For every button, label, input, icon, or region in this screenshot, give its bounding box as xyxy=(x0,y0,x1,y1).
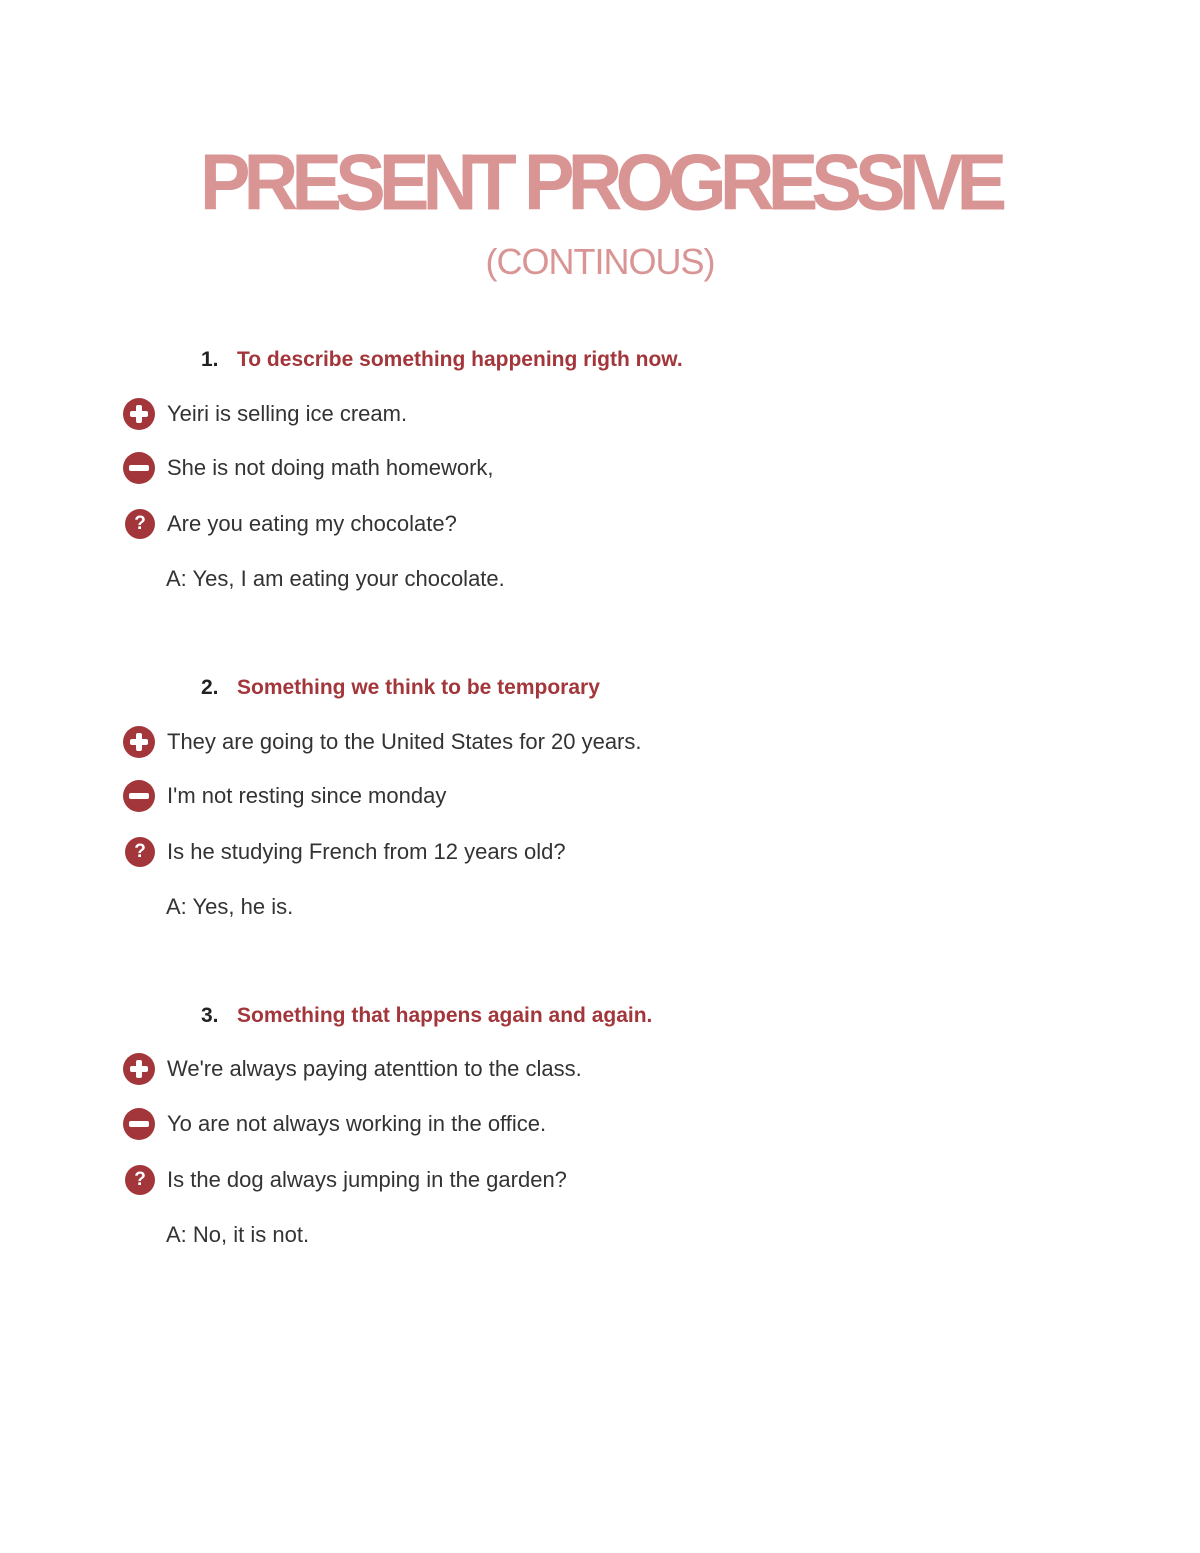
question-circle-icon: ? xyxy=(125,509,155,539)
answer-text-1: A: Yes, I am eating your chocolate. xyxy=(166,566,505,591)
positive-example-3 xyxy=(123,1053,582,1085)
question-circle-icon: ? xyxy=(125,837,155,867)
example-text: We're always paying atenttion to the class. xyxy=(167,1056,582,1081)
plus-circle-icon xyxy=(123,1053,155,1085)
question-example-2 xyxy=(123,836,566,868)
positive-example-1 xyxy=(123,398,407,430)
example-text: Yo are not always working in the office. xyxy=(167,1111,547,1136)
plus-circle-icon xyxy=(123,398,155,430)
plus-circle-icon xyxy=(123,726,155,758)
example-text: They are going to the United States for 20 years. xyxy=(167,729,642,754)
minus-circle-icon xyxy=(123,780,155,812)
section-heading-3 xyxy=(201,1003,652,1029)
question-example-1 xyxy=(123,508,457,540)
section-number: 2. xyxy=(201,676,219,699)
section-heading-text: Something we think to be temporary xyxy=(237,676,600,699)
negative-example-3 xyxy=(123,1108,546,1140)
example-text: Are you eating my chocolate? xyxy=(167,511,457,536)
question-circle-icon: ? xyxy=(125,1165,155,1195)
section-number: 1. xyxy=(201,348,219,371)
example-text: Is the dog always jumping in the garden? xyxy=(167,1167,567,1192)
example-text: I'm not resting since monday xyxy=(167,783,447,808)
section-number: 3. xyxy=(201,1004,219,1027)
minus-circle-icon xyxy=(123,452,155,484)
section-heading-2 xyxy=(201,675,600,701)
minus-circle-icon xyxy=(123,1108,155,1140)
answer-text-2: A: Yes, he is. xyxy=(166,894,294,919)
page-title: PRESENT PROGRESSIVE xyxy=(199,137,1001,228)
answer-text-3: A: No, it is not. xyxy=(166,1222,310,1247)
example-text: She is not doing math homework, xyxy=(167,455,494,480)
section-heading-text: To describe something happening rigth now. xyxy=(237,348,683,371)
section-heading-text: Something that happens again and again. xyxy=(237,1004,653,1027)
example-text: Yeiri is selling ice cream. xyxy=(167,401,408,426)
negative-example-1 xyxy=(123,452,494,484)
negative-example-2 xyxy=(123,780,446,812)
example-text: Is he studying French from 12 years old? xyxy=(167,839,566,864)
section-heading-1 xyxy=(201,347,683,373)
page-subtitle: (CONTINOUS) xyxy=(485,241,715,282)
question-example-3 xyxy=(123,1164,567,1196)
positive-example-2 xyxy=(123,726,642,758)
